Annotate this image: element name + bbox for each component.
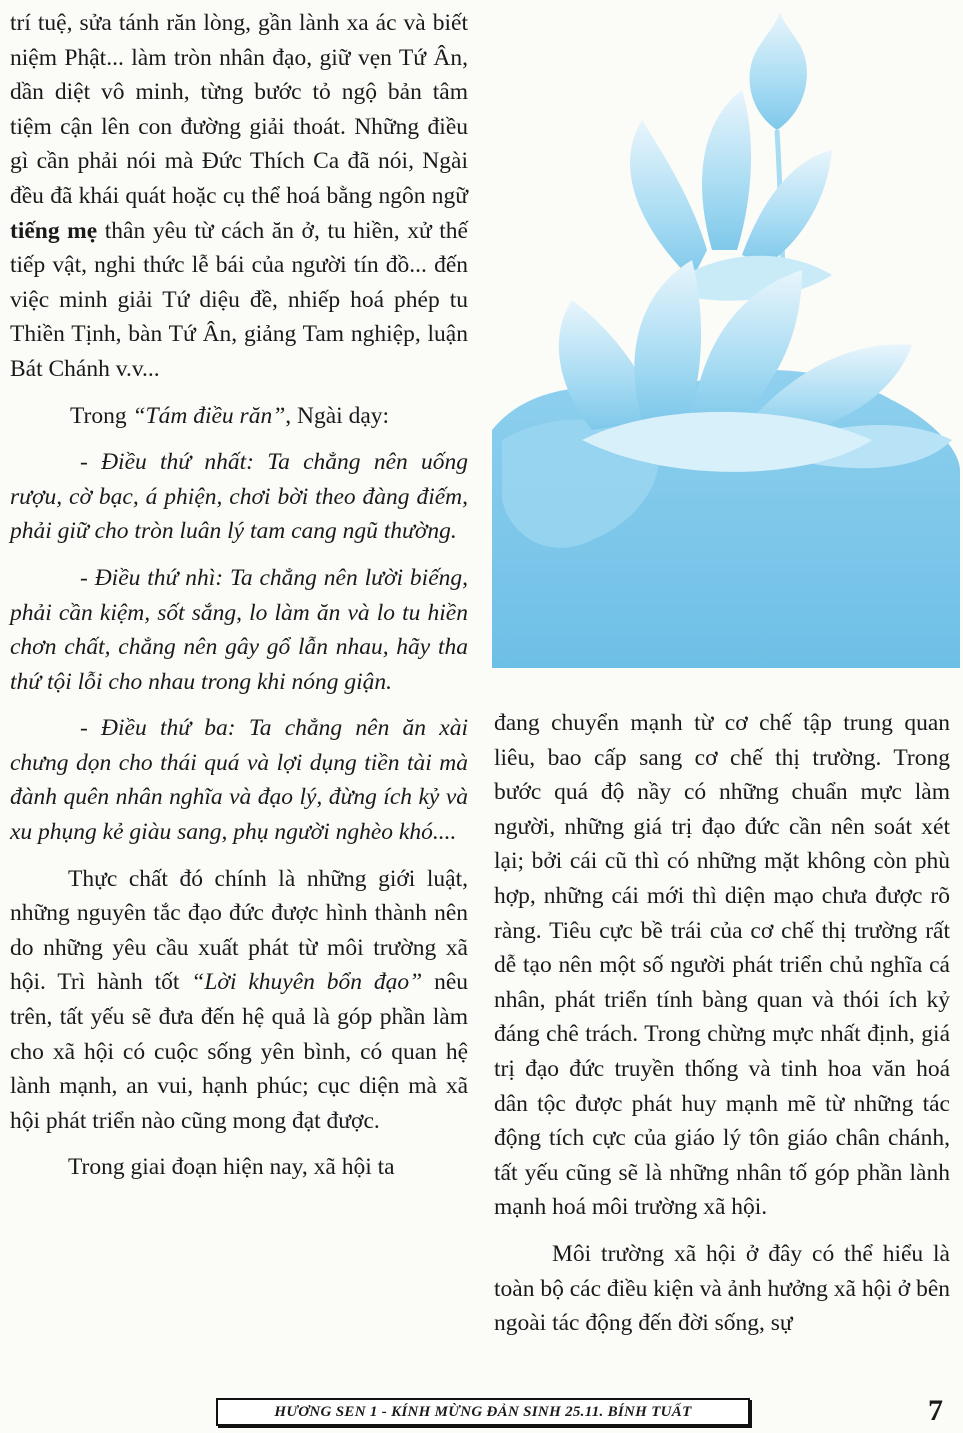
left-text-column [10,6,468,1185]
paragraph-essence: Thực chất đó chính là những giới luật, những nguyên tắc đạo đức được hình thành nên do những yêu cầu xuất phát từ môi trường xã hội. Trì hành tốt “Lời khuyên bổn đạo” nêu trên, tất yếu sẽ đưa đến hệ quả là góp phần làm cho xã hội có cuộc sống yên bình, có quan hệ lành mạnh, an vui, hạnh phúc; cục diện mà xã hội phát triển nào cũng mong đạt được. [10,865,468,1134]
paragraph-eight-precepts: Trong “Tám điều răn”, Ngài dạy: [70,402,390,429]
precept-three: - Điều thứ ba: Ta chẳng nên ăn xài chưng dọn cho thái quá và lợi dụng tiền tài mà đành quên nhân nghĩa và đạo lý, đừng ích kỷ và xu phụng kẻ giàu sang, phụ người nghèo khó.... [10,715,468,846]
paragraph-social-environment: Môi trường xã hội ở đây có thể hiểu là toàn bộ các điều kiện và ảnh hưởng xã hội ở bên ngoài tác động đến đời sống, sự [494,1240,950,1337]
italic-quote: “Lời khuyên bổn đạo” [191,969,423,996]
right-text-column [494,706,950,1341]
lotus-flower-illustration [492,0,960,668]
bold-phrase: tiếng mẹ [10,217,98,244]
precept-two: - Điều thứ nhì: Ta chẳng nên lười biếng, phải cần kiệm, sốt sắng, lo làm ăn và lo tu hiền chơn chất, chẳng nên gây gổ lẫn nhau, hãy tha thứ tội lỗi cho nhau trong khi nóng giận. [10,564,468,695]
footer-banner: HƯƠNG SEN 1 - KÍNH MỪNG ĐẢN SINH 25.11. BÍNH TUẤT [216,1398,750,1426]
paragraph-market-transition: đang chuyển mạnh từ cơ chế tập trung quan liêu, bao cấp sang cơ chế thị trường. Trong bước quá độ nầy có những chuẩn mực làm người, những giá trị đạo đức cần nên soát xét lại; bởi cái cũ thì có những mặt không còn phù hợp, những cái mới thì diện mạo chưa được rõ ràng. Tiêu cực bề trái của cơ chế thị trường rất dễ tạo nên một số người phát triển chủ nghĩa cá nhân, phát triển tính bàng quan và thói ích kỷ đáng chê trách. Trong chừng mực nhất định, giá trị đạo đức truyền thống và tinh hoa văn hoá dân tộc được phát huy mạnh mẽ từ những tác động tích cực của giáo lý tôn giáo chân chánh, tất yếu cũng sẽ là những nhân tố góp phần lành mạnh hoá môi trường xã hội. [494,710,950,1221]
page-number: 7 [928,1394,943,1427]
paragraph-current-stage: Trong giai đoạn hiện nay, xã hội ta [68,1154,395,1181]
paragraph-intro: trí tuệ, sửa tánh răn lòng, gần lành xa ác và biết niệm Phật... làm tròn nhân đạo, giữ vẹn Tứ Ân, dần diệt vô minh, từng bước tỏ ngộ bản tâm tiệm cận lên con đường giải thoát. Những điều gì cần phải nói mà Đức Thích Ca đã nói, Ngài đều đã khái quát hoặc cụ thể hoá bằng ngôn ngữ tiếng mẹ thân yêu từ cách ăn ở, tu hiền, xử thế tiếp vật, nghi thức lễ bái của người tín đồ... đến việc minh giải Tứ diệu đề, nhiếp hoá phép tu Thiền Tịnh, bàn Tứ Ân, giảng Tam nghiệp, luận Bát Chánh v.v... [10,10,468,382]
precept-one: - Điều thứ nhất: Ta chẳng nên uống rượu, cờ bạc, á phiện, chơi bời theo đàng điếm, phải giữ cho tròn luân lý tam cang ngũ thường. [10,449,468,545]
italic-title: “Tám điều răn” [132,402,286,429]
